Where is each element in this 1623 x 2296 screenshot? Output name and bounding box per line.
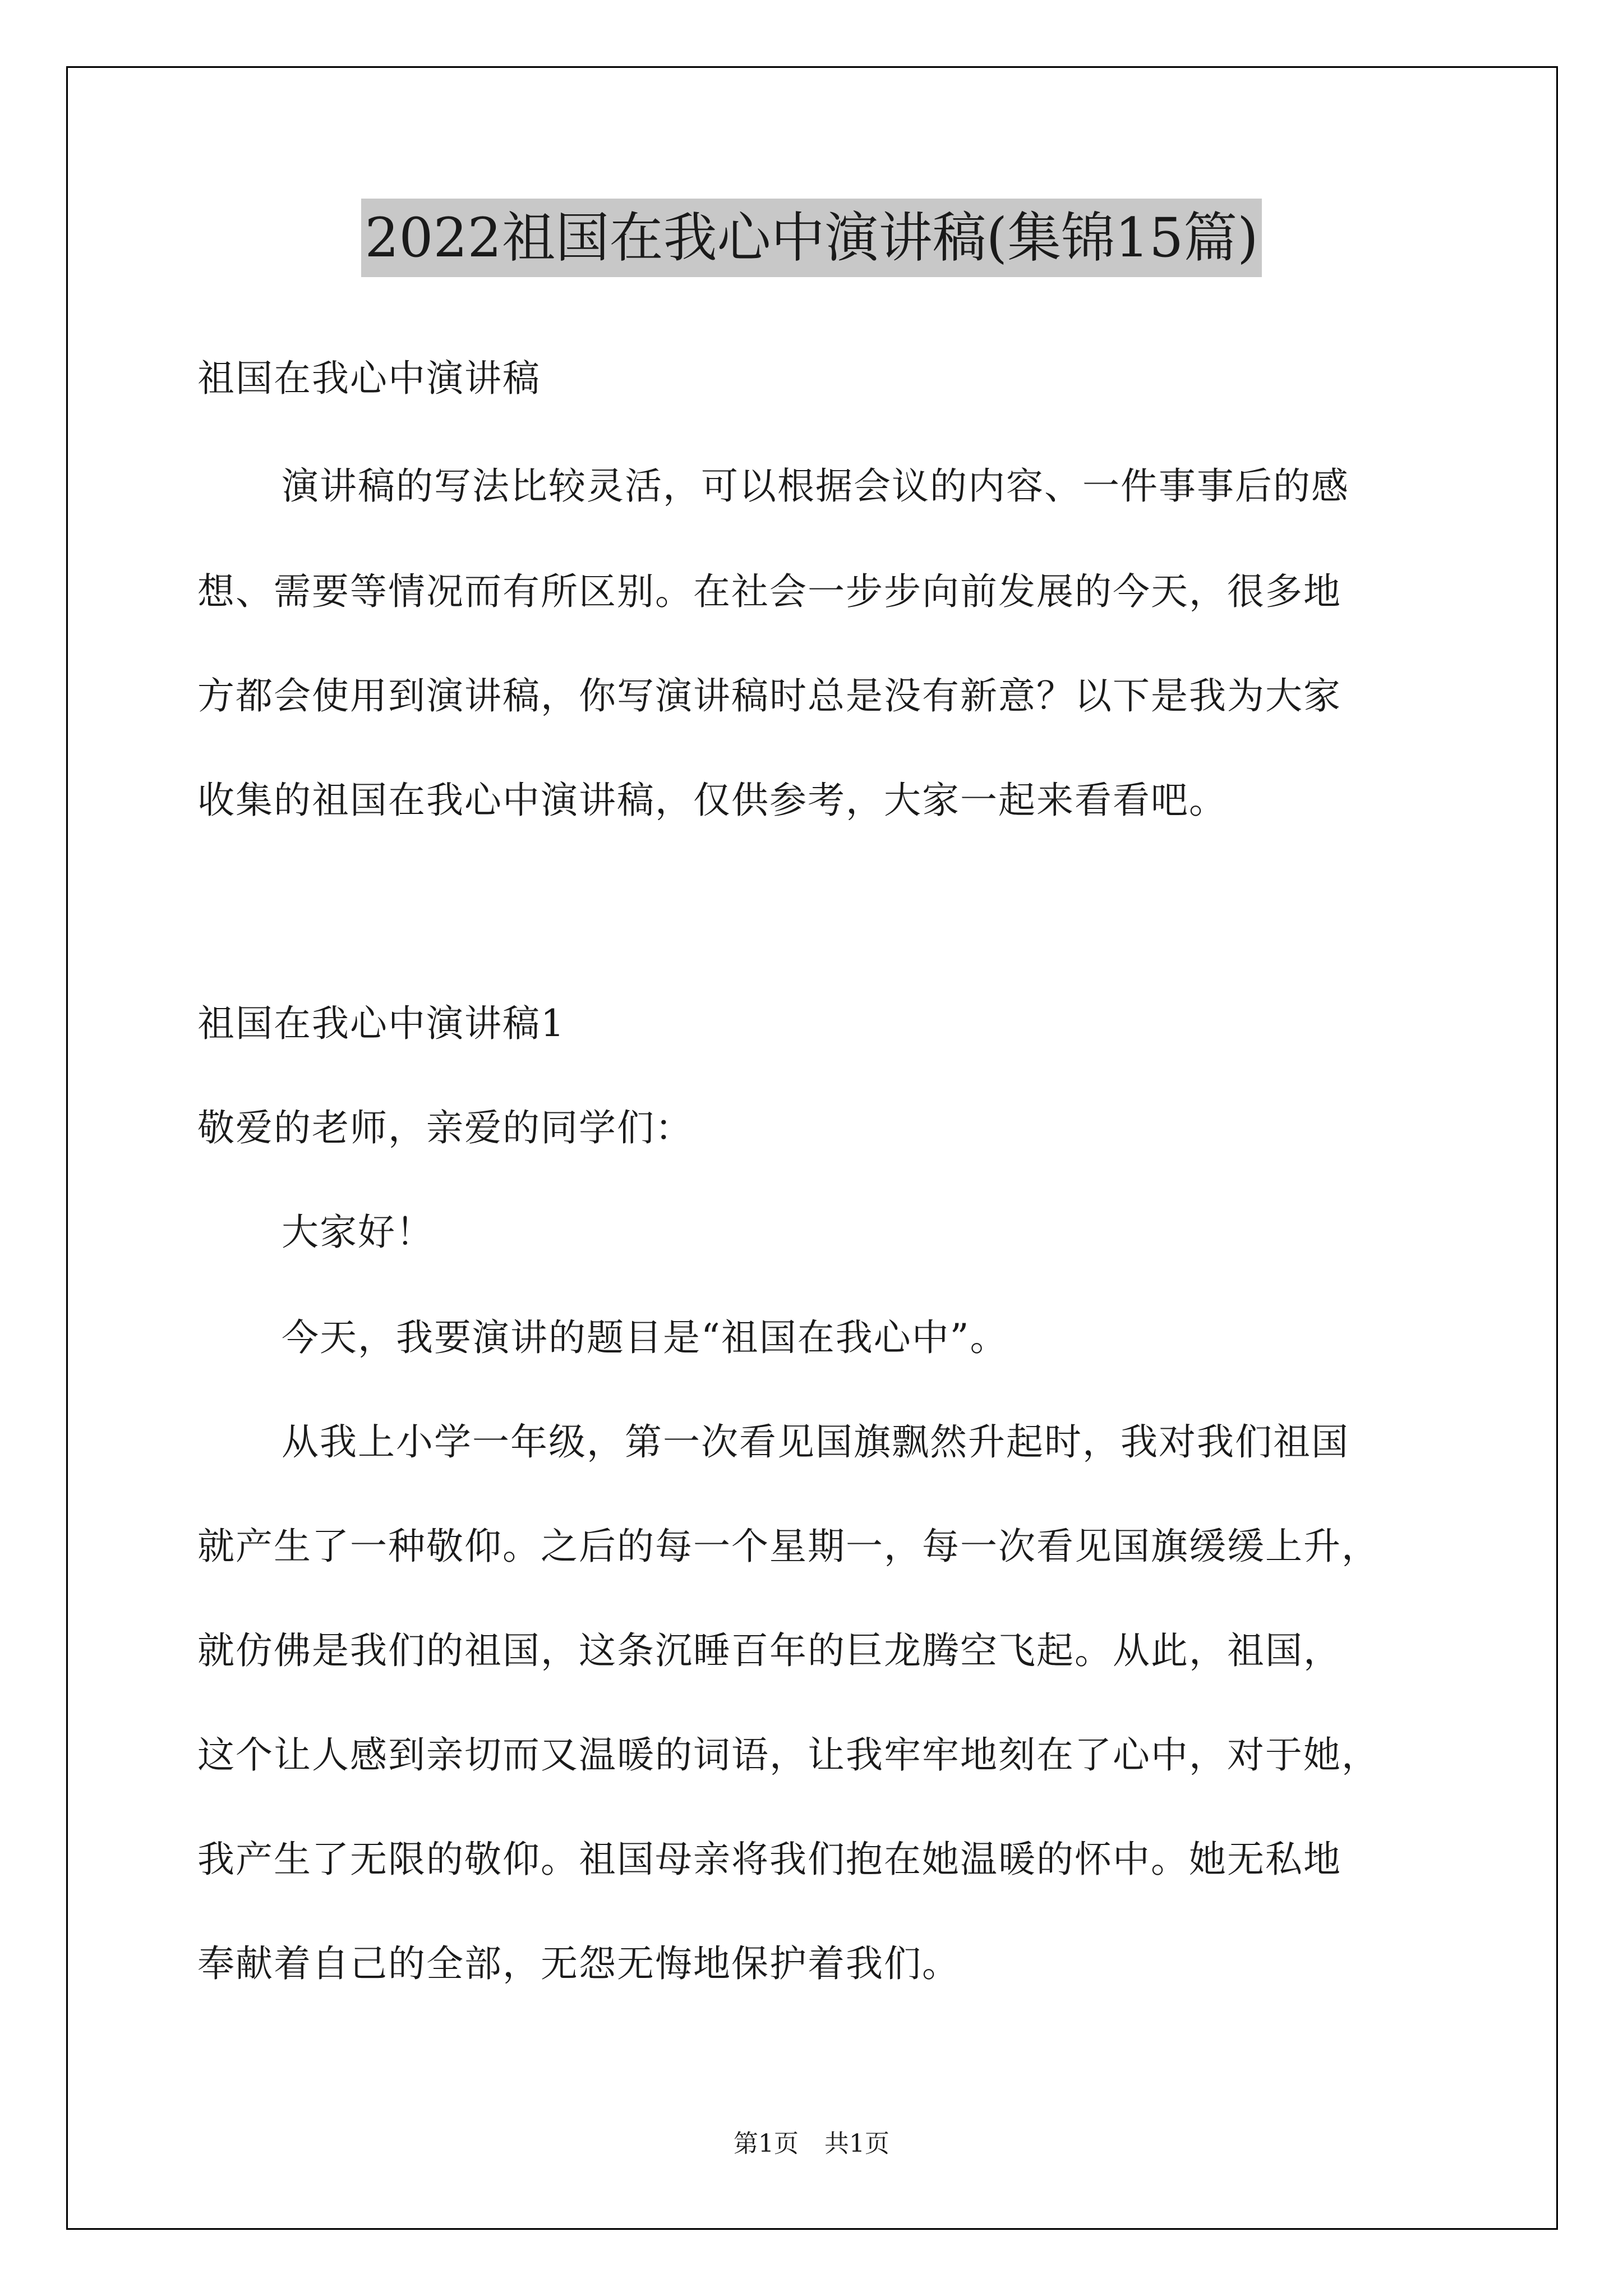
intro-paragraph-line-1: 演讲稿的写法比较灵活，可以根据会议的内容、一件事事后的感 [282, 464, 1349, 508]
salutation: 敬爱的老师，亲爱的同学们： [197, 1106, 693, 1149]
page-number-current: 第1页 [734, 2129, 799, 2158]
greeting: 大家好！ [282, 1211, 434, 1254]
document-title-block [0, 199, 1623, 277]
body-paragraph-line-4: 这个让人感到亲切而又温暖的词语，让我牢牢地刻在了心中，对于她， [197, 1733, 1380, 1777]
page-number-total: 共1页 [824, 2129, 889, 2158]
body-paragraph-line-6: 奉献着自己的全部，无怨无悔地保护着我们。 [197, 1942, 960, 1985]
page-footer [0, 2127, 1623, 2161]
speech-topic: 今天，我要演讲的题目是“祖国在我心中”。 [282, 1316, 1008, 1359]
body-paragraph-line-5: 我产生了无限的敬仰。祖国母亲将我们抱在她温暖的怀中。她无私地 [197, 1838, 1341, 1881]
document-title: 2022祖国在我心中演讲稿(集锦15篇) [361, 199, 1261, 277]
intro-paragraph-line-4: 收集的祖国在我心中演讲稿，仅供参考，大家一起来看看吧。 [197, 779, 1227, 822]
body-paragraph-line-3: 就仿佛是我们的祖国，这条沉睡百年的巨龙腾空飞起。从此，祖国， [197, 1629, 1341, 1672]
intro-paragraph-line-3: 方都会使用到演讲稿，你写演讲稿时总是没有新意？以下是我为大家 [197, 674, 1341, 717]
intro-paragraph-line-2: 想、需要等情况而有所区别。在社会一步步向前发展的今天，很多地 [197, 570, 1341, 613]
intro-heading: 祖国在我心中演讲稿 [197, 357, 541, 400]
speech-1-heading: 祖国在我心中演讲稿1 [197, 1002, 565, 1045]
body-paragraph-line-1: 从我上小学一年级，第一次看见国旗飘然升起时，我对我们祖国 [282, 1420, 1349, 1464]
body-paragraph-line-2: 就产生了一种敬仰。之后的每一个星期一，每一次看见国旗缓缓上升， [197, 1525, 1380, 1568]
